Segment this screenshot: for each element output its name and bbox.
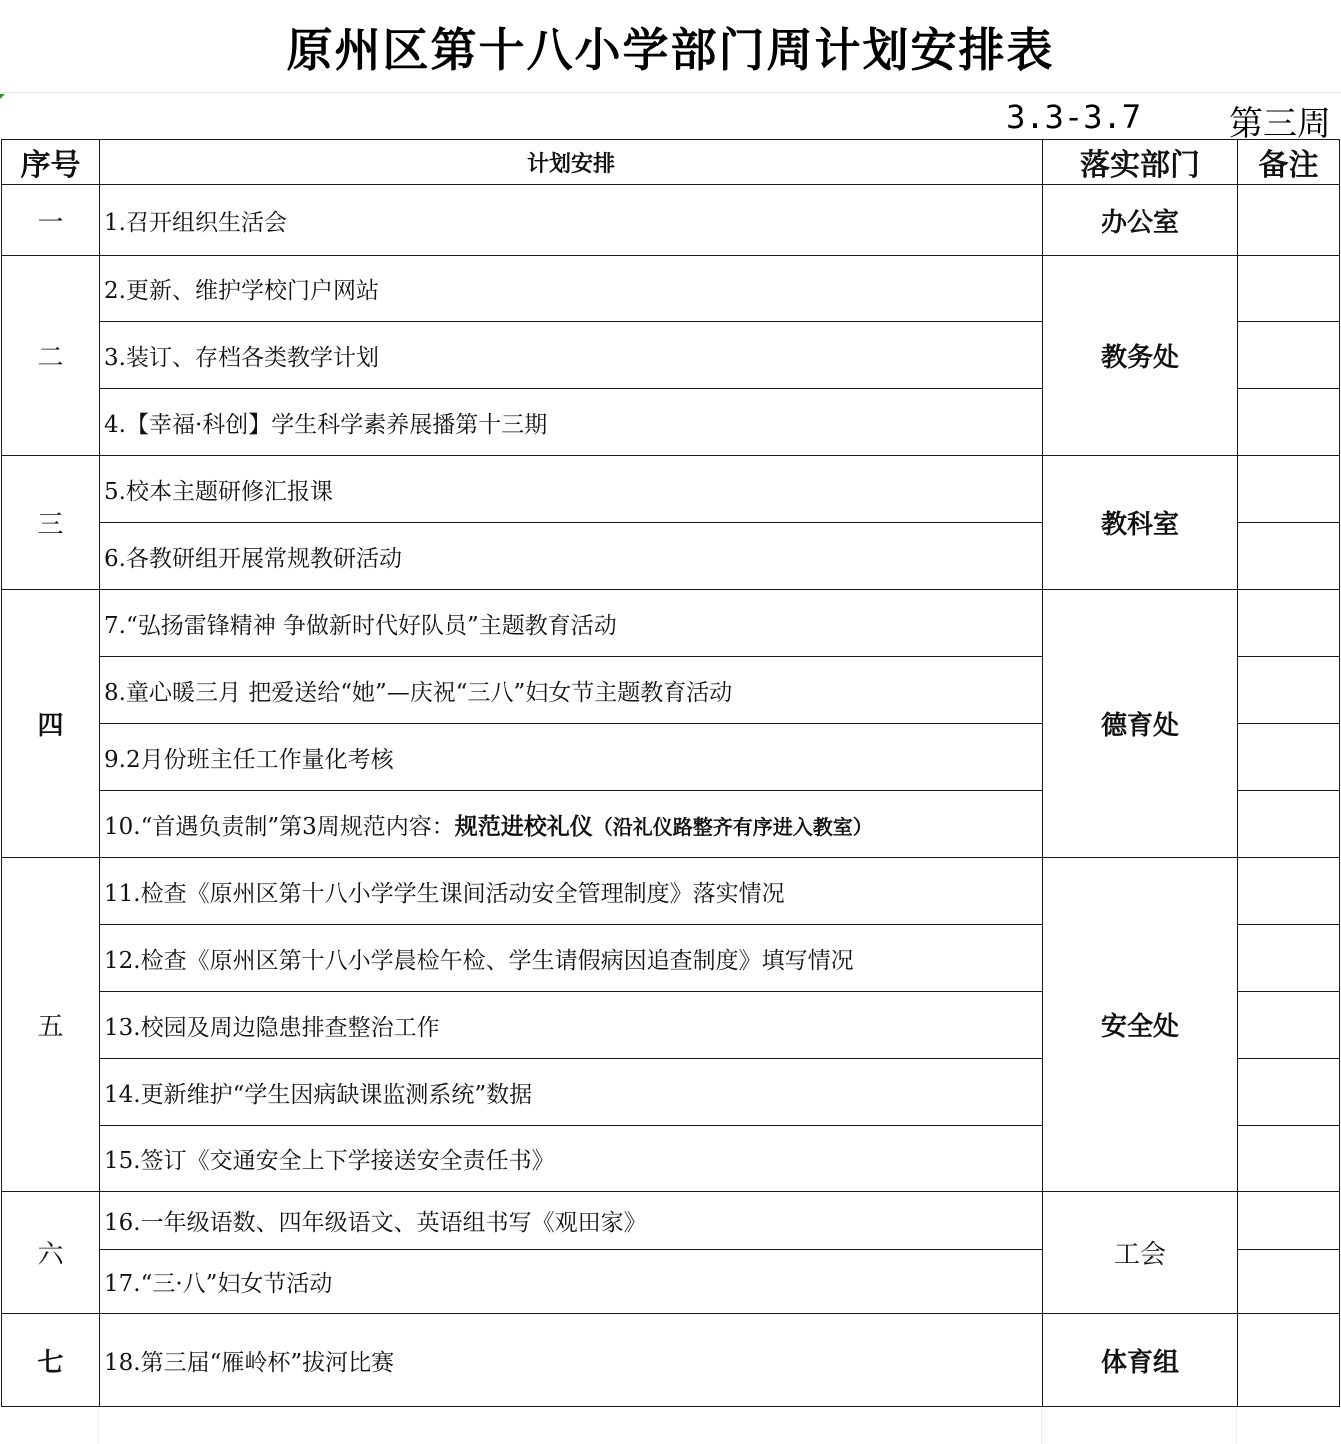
- plan-item: 6.各教研组开展常规教研活动: [100, 523, 1043, 590]
- table-row: [2, 1314, 1340, 1407]
- week-row: [0, 94, 1341, 144]
- table-row: [2, 456, 1340, 523]
- plan-item: 7.“弘扬雷锋精神 争做新时代好队员”主题教育活动: [100, 590, 1043, 657]
- dept-cell: 安全处: [1043, 858, 1238, 1192]
- note-cell: [1238, 1314, 1340, 1407]
- seq-cell: 三: [2, 456, 100, 590]
- note-cell: [1238, 322, 1340, 389]
- table-row: [2, 858, 1340, 925]
- plan-item: 14.更新维护“学生因病缺课监测系统”数据: [100, 1059, 1043, 1126]
- table-row: [2, 1192, 1340, 1250]
- plan-item: 3.装订、存档各类教学计划: [100, 322, 1043, 389]
- grid-line: [1236, 1408, 1237, 1444]
- dept-cell: 教科室: [1043, 456, 1238, 590]
- title-bar: [0, 0, 1341, 93]
- seq-cell: 四: [2, 590, 100, 858]
- plan-item: 17.“三·八”妇女节活动: [100, 1250, 1043, 1314]
- dept-cell: 德育处: [1043, 590, 1238, 858]
- empty-footer-row: [0, 1408, 1341, 1444]
- note-cell: [1238, 858, 1340, 925]
- note-cell: [1238, 1250, 1340, 1314]
- plan-item: 2.更新、维护学校门户网站: [100, 256, 1043, 322]
- seq-cell: 七: [2, 1314, 100, 1407]
- note-cell: [1238, 389, 1340, 456]
- header-dept: 落实部门: [1043, 140, 1238, 185]
- plan-item: 5.校本主题研修汇报课: [100, 456, 1043, 523]
- seq-cell: 一: [2, 185, 100, 256]
- note-cell: [1238, 791, 1340, 858]
- plan-item-10: [100, 791, 1043, 858]
- note-cell: [1238, 925, 1340, 992]
- note-cell: [1238, 992, 1340, 1059]
- plan-item: 1.召开组织生活会: [100, 185, 1043, 256]
- seq-cell: 五: [2, 858, 100, 1192]
- page-title: 原州区第十八小学部门周计划安排表: [286, 23, 1055, 77]
- item-10-bold: 规范进校礼仪: [454, 812, 593, 840]
- dept-cell: 工会: [1043, 1192, 1238, 1314]
- seq-cell: 六: [2, 1192, 100, 1314]
- note-cell: [1238, 1192, 1340, 1250]
- table-row: [2, 185, 1340, 256]
- header-row: [2, 140, 1340, 185]
- plan-item: 18.第三届“雁岭杯”拔河比赛: [100, 1314, 1043, 1407]
- seq-cell: 二: [2, 256, 100, 456]
- header-plan: 计划安排: [100, 140, 1043, 185]
- item-10-suffix: （沿礼仪路整齐有序进入教室）: [592, 814, 873, 839]
- plan-item: 8.童心暖三月 把爱送给“她”—庆祝“三八”妇女节主题教育活动: [100, 657, 1043, 724]
- dept-cell: 体育组: [1043, 1314, 1238, 1407]
- plan-item: 15.签订《交通安全上下学接送安全责任书》: [100, 1126, 1043, 1192]
- header-seq: 序号: [2, 140, 100, 185]
- week-date-range: 3.3-3.7: [1006, 98, 1141, 136]
- note-cell: [1238, 185, 1340, 256]
- note-cell: [1238, 1059, 1340, 1126]
- header-note: 备注: [1238, 140, 1340, 185]
- plan-item: 16.一年级语数、四年级语文、英语组书写《观田家》: [100, 1192, 1043, 1250]
- plan-item: 11.检查《原州区第十八小学学生课间活动安全管理制度》落实情况: [100, 858, 1043, 925]
- note-cell: [1238, 657, 1340, 724]
- week-label: 第三周: [1229, 104, 1331, 144]
- grid-line: [1041, 1408, 1042, 1444]
- dept-cell: 办公室: [1043, 185, 1238, 256]
- table-row: [2, 590, 1340, 657]
- item-10-prefix: 10.“首遇负责制”第3周规范内容：: [104, 813, 455, 840]
- plan-item: 4.【幸福·科创】学生科学素养展播第十三期: [100, 389, 1043, 456]
- plan-table: [1, 139, 1340, 1407]
- plan-item: 9.2月份班主任工作量化考核: [100, 724, 1043, 791]
- note-cell: [1238, 256, 1340, 322]
- grid-line: [98, 1408, 99, 1444]
- note-cell: [1238, 724, 1340, 791]
- note-cell: [1238, 590, 1340, 657]
- dept-cell: 教务处: [1043, 256, 1238, 456]
- note-cell: [1238, 523, 1340, 590]
- note-cell: [1238, 456, 1340, 523]
- table-row: [2, 256, 1340, 322]
- note-cell: [1238, 1126, 1340, 1192]
- plan-item: 12.检查《原州区第十八小学晨检午检、学生请假病因追查制度》填写情况: [100, 925, 1043, 992]
- plan-item: 13.校园及周边隐患排查整治工作: [100, 992, 1043, 1059]
